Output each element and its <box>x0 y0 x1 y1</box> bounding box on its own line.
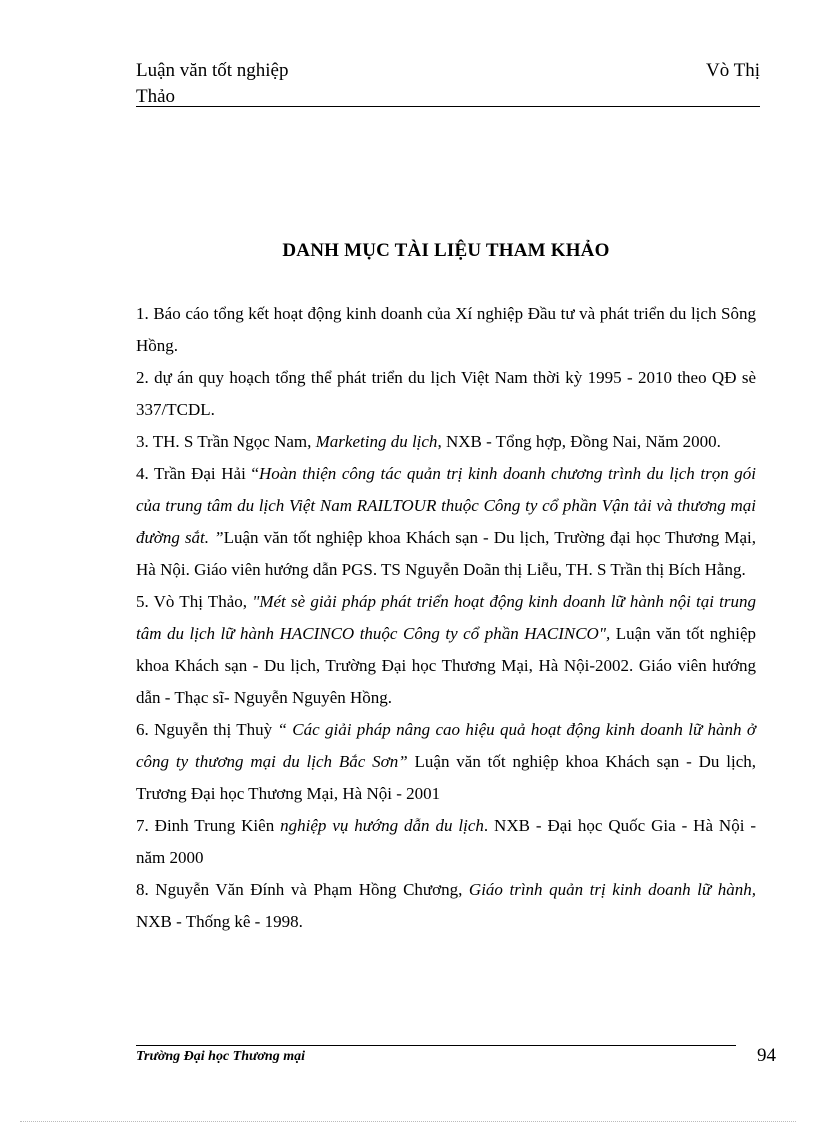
reference-list <box>136 298 756 938</box>
reference-item: 1. Báo cáo tổng kết hoạt động kinh doanh của Xí nghiệp Đầu tư và phát triển du lịch Sông Hồng. <box>136 304 756 355</box>
header-divider <box>136 106 760 107</box>
reference-item: 8. Nguyễn Văn Đính và Phạm Hồng Chương, Giáo trình quản trị kinh doanh lữ hành, NXB - Thống kê - 1998. <box>136 880 756 931</box>
reference-item: 7. Đinh Trung Kiên nghiệp vụ hướng dẫn du lịch. NXB - Đại học Quốc Gia - Hà Nội - năm 2000 <box>136 816 756 867</box>
header-author-continuation: Thảo <box>136 86 176 107</box>
reference-item: 3. TH. S Trần Ngọc Nam, Marketing du lịch, NXB - Tổng hợp, Đồng Nai, Năm 2000. <box>136 432 721 451</box>
header-thesis-label: Luận văn tốt nghiệp <box>136 60 289 81</box>
reference-item: 5. Vò Thị Thảo, "Mét sè giải pháp phát triển hoạt động kinh doanh lữ hành nội tại trung tâm du lịch lữ hành HACINCO thuộc Công ty cổ phần HACINCO", Luận văn tốt nghiệp khoa Khách sạn - Du lịch, Trường Đại học Thương Mại, Hà Nội-2002. Giáo viên hướng dẫn - Thạc sĩ- Nguyễn Nguyên Hồng. <box>136 592 756 707</box>
page-title: DANH MỤC TÀI LIỆU THAM KHẢO <box>282 240 610 261</box>
reference-item: 4. Trần Đại Hải “Hoàn thiện công tác quản trị kinh doanh chương trình du lịch trọn gói của trung tâm du lịch Việt Nam RAILTOUR thuộc Công ty cổ phần Vận tải và thương mại đường sắt. ”Luận văn tốt nghiệp khoa Khách sạn - Du lịch, Trường đại học Thương Mại, Hà Nội. Giáo viên hướng dẫn PGS. TS Nguyễn Doãn thị Liễu, TH. S Trần thị Bích Hằng. <box>136 464 757 579</box>
footer-school: Trường Đại học Thương mại <box>136 1049 305 1064</box>
reference-item: 6. Nguyễn thị Thuỳ “ Các giải pháp nâng cao hiệu quả hoạt động kinh doanh lữ hành ở công ty thương mại du lịch Bắc Sơn” Luận văn tốt nghiệp khoa Khách sạn - Du lịch, Trương Đại học Thương Mại, Hà Nội - 2001 <box>136 720 756 803</box>
header-author: Vò Thị <box>705 60 760 81</box>
page-number: 94 <box>757 1045 776 1066</box>
footer-divider <box>136 1045 736 1046</box>
page-bottom-edge <box>20 1121 796 1122</box>
reference-item: 2. dự án quy hoạch tổng thể phát triển du lịch Việt Nam thời kỳ 1995 - 2010 theo QĐ sè 337/TCDL. <box>136 368 756 419</box>
